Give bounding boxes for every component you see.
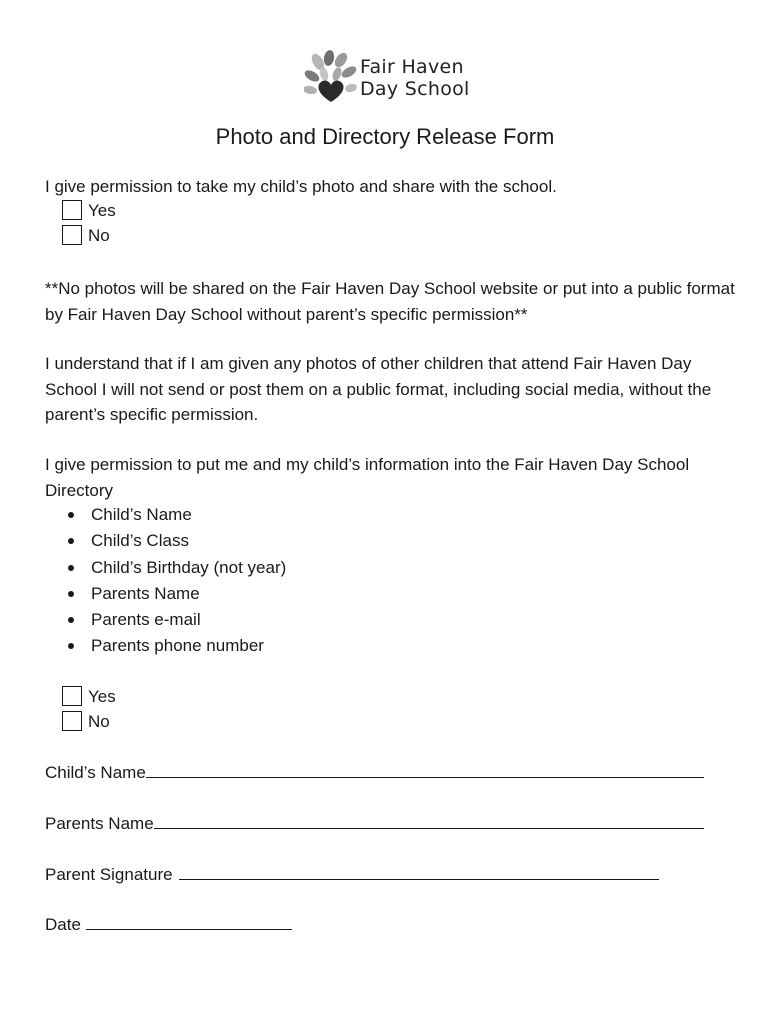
child-name-field[interactable] xyxy=(45,761,704,785)
bullet-icon xyxy=(68,591,74,597)
page-title: Photo and Directory Release Form xyxy=(215,124,555,149)
list-item: Parents Name xyxy=(64,581,286,607)
directory-yes-checkbox[interactable] xyxy=(62,686,82,706)
directory-items-list xyxy=(64,502,286,660)
parent-signature-field[interactable] xyxy=(45,863,659,887)
list-item: Parents e-mail xyxy=(64,607,286,633)
parents-name-field[interactable] xyxy=(45,812,704,836)
photo-yes-option[interactable] xyxy=(62,199,116,223)
directory-no-checkbox[interactable] xyxy=(62,711,82,731)
date-field[interactable] xyxy=(45,913,292,937)
parents-name-line[interactable] xyxy=(154,812,704,829)
list-item: Child’s Name xyxy=(64,502,286,528)
bullet-icon xyxy=(68,617,74,623)
school-name xyxy=(360,56,470,100)
list-item: Child’s Class xyxy=(64,528,286,554)
directory-no-option[interactable] xyxy=(62,710,110,734)
parent-signature-label: Parent Signature xyxy=(45,865,173,884)
directory-no-label: No xyxy=(88,712,110,731)
directory-yes-option[interactable] xyxy=(62,685,116,709)
photo-no-label: No xyxy=(88,226,110,245)
photo-yes-checkbox[interactable] xyxy=(62,200,82,220)
photo-no-checkbox[interactable] xyxy=(62,225,82,245)
date-label: Date xyxy=(45,915,81,934)
school-name-line1: Fair Haven xyxy=(360,56,464,78)
understanding-statement: I understand that if I am given any photos of other children that attend Fair Haven Day School I will not send or post them on a public format, including social media, without the parent’s specific permission. xyxy=(45,354,712,424)
bullet-icon xyxy=(68,538,74,544)
bullet-icon xyxy=(68,643,74,649)
parent-signature-line[interactable] xyxy=(179,863,659,880)
school-logo xyxy=(304,50,484,106)
leaf-heart-logo-icon xyxy=(304,50,358,106)
photo-no-option[interactable] xyxy=(62,224,110,248)
school-name-line2: Day School xyxy=(360,78,470,100)
photo-yes-label: Yes xyxy=(88,201,116,220)
child-name-label: Child’s Name xyxy=(45,763,146,782)
list-item: Parents phone number xyxy=(64,633,286,659)
directory-yes-label: Yes xyxy=(88,687,116,706)
parents-name-label: Parents Name xyxy=(45,814,154,833)
directory-permission-statement: I give permission to put me and my child’s information into the Fair Haven Day School Directory xyxy=(45,455,690,500)
date-line[interactable] xyxy=(86,913,292,930)
photo-sharing-notice: **No photos will be shared on the Fair Haven Day School website or put into a public format by Fair Haven Day School without parent’s specific permission** xyxy=(45,279,735,324)
bullet-icon xyxy=(68,565,74,571)
photo-permission-statement: I give permission to take my child’s photo and share with the school. xyxy=(45,177,557,196)
list-item: Child’s Birthday (not year) xyxy=(64,555,286,581)
bullet-icon xyxy=(68,512,74,518)
child-name-line[interactable] xyxy=(146,761,704,778)
